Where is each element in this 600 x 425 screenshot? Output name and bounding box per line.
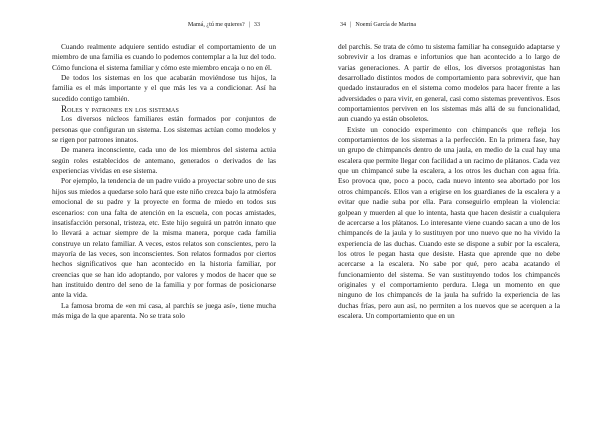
header-separator: | <box>248 22 250 28</box>
author-name: Noemí García de Marina <box>355 22 417 28</box>
paragraph: del parchís. Se trata de cómo tu sistema familiar ha conseguido adaptarse y sobrevivir a los dramas e infortunios que han acontecido a lo largo de varias generaciones. A partir de ellos, los diversos protagonistas han desarrollado distintos modos de comportamiento para sobrevivir, que han quedado instaurados en el sistema como modelos para hacer frente a las adversidades o para vivir, en general, casi como sistemas preventivos. Esos comportamientos perviven en los sistemas más allá de su funcionalidad, aun cuando ya están obsoletos. <box>338 42 560 124</box>
running-header <box>340 22 416 28</box>
running-header <box>188 22 260 28</box>
paragraph: Existe un conocido experimento con chimpancés que refleja los comportamientos de los sistemas a la perfección. En la primera fase, hay un grupo de chimpancés dentro de una jaula, en medio de la cual hay una escalera que permite llegar con facilidad a un racimo de plátanos. Cada vez que un chimpancé sube la escalera, a los otros les duchan con agua fría. Eso provoca que, poco a poco, cada nuevo intento sea abortado por los otros chimpancés. Ellos van a erigirse en los guardianes de la escalera y a evitar que nadie suba por ella. Para conseguirlo emplean la violencia: golpean y muerden al que lo intenta, hasta que hacen desistir a cualquiera de acercarse a los plátanos. Lo interesante viene cuando sacan a uno de los chimpancés de la jaula y lo sustituyen por uno nuevo que no ha vivido la experiencia de las duchas. Cuando este se dispone a subir por la escalera, los otros le pegan hasta que desiste. Hasta que aprende que no debe acercarse a la escalera. No sabe por qué, pero acaba acatando el funcionamiento del sistema. Se van sustituyendo todos los chimpancés originales y el comportamiento perdura. Llega un momento en que ninguno de los chimpancés de la jaula ha sufrido la experiencia de las duchas frías, pero aun así, no permiten a los nuevos que se acerquen a la escalera. Un comportamiento que en un <box>338 124 560 320</box>
paragraph: De manera inconsciente, cada uno de los miembros del sistema actúa según roles establecidos de antemano, generados o derivados de las experiencias vividas en ese sistema. <box>52 145 276 176</box>
paragraph: Por ejemplo, la tendencia de un padre vuido a proyectar sobre uno de sus hijos sus miedos a quedarse solo hará que este niño crezca bajo la atmósfera emocional de su padre y la proyecte en forma de miedo en todos sus escenarios: con una falta de atención en la escuela, con pocas amistades, insatisfacción personal, tristeza, etc. Este hijo seguirá un patrón innato que lo llevará a actuar siempre de la misma manera, porque cada familia construye un relato familiar. A veces, estos relatos son conscientes, pero la mayoría de las veces, son inconscientes. Son relatos formados por ciertos hechos significativos que han acontecido en la historia familiar, por creencias que se han ido adoptando, por valores y modos de hacer que se han instituido dentro del seno de la familia y por formas de posicionarse ante la vida. <box>52 176 276 300</box>
page-number: 34 <box>340 22 347 28</box>
paragraph: Los diversos núcleos familiares están formados por conjuntos de personas que configuran un sistema. Los sistemas actúan como modelos y se rigen por patrones innatos. <box>52 114 276 145</box>
running-title: Mamá, ¿tú me quieres? <box>187 22 245 28</box>
page-body <box>338 42 560 321</box>
page-number: 33 <box>253 22 260 28</box>
paragraph: Cuando realmente adquiere sentido estudiar el comportamiento de un miembro de una familia es cuando lo podemos contemplar a la luz del todo. Cómo funciona el sistema familiar y cómo este miembro encaja o no en él. <box>52 42 276 72</box>
page-body <box>52 42 276 321</box>
section-title: Roles y patrones en los sistemas <box>61 104 179 115</box>
paragraph: La famosa broma de «en mi casa, al parchís se juega así», tiene mucha más miga de la que aparenta. No se trata solo <box>52 300 276 320</box>
header-separator: | <box>350 22 352 28</box>
right-page <box>300 0 600 425</box>
paragraph: De todos los sistemas en los que acabarán moviéndose tus hijos, la familia es el más importante y el que más les va a condicionar. Así ha sucedido contigo también. <box>52 73 276 103</box>
